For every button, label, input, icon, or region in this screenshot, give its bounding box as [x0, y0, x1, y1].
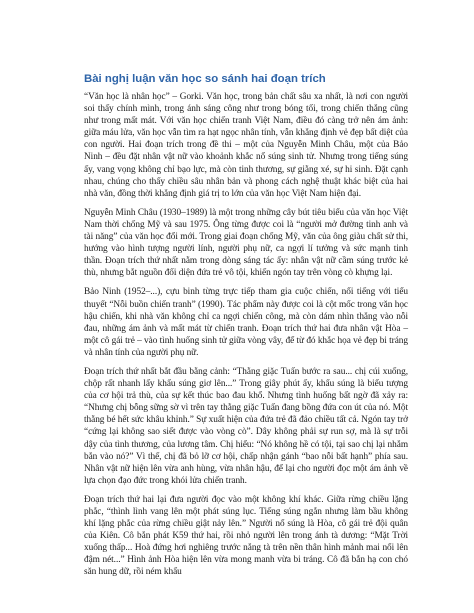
paragraph-intro: “Văn học là nhân học” – Gorki. Văn học, trong bản chất sâu xa nhất, là nơi con người soi thấy chính mình, trong ánh sáng công như trong bóng tối, trong chiến thắng cũng như trong mất mát. Với văn học chiến tranh Việt Nam, điều đó càng trở nên ám ảnh: giữa máu lửa, văn học vẫn tìm ra hạt ngọc nhân tính, vẫn khẳng định vẻ đẹp bất diệt của con người. Hai đoạn trích trong đề thi – một của Nguyễn Minh Châu, một của Bảo Ninh – đều đặt nhân vật nữ vào khoảnh khắc nổ súng sinh tử. Nhưng trong tiếng súng ấy, vang vọng không chỉ bạo lực, mà còn tinh thương, sự giằng xé, sự hi sinh. Đặt cạnh nhau, chúng cho thấy chiều sâu nhân bản và phong cách nghệ thuật khác biệt của hai nhà văn, đồng thời khẳng định giá trị to lớn của văn học Việt Nam hiện đại. [84, 92, 408, 199]
document-title: Bài nghị luận văn học so sánh hai đoạn trích [84, 73, 326, 85]
paragraph-nguyen-minh-chau: Nguyễn Minh Châu (1930–1989) là một trong những cây bút tiêu biểu của văn học Việt Nam thời chống Mỹ và sau 1975. Ông từng được coi là “người mở đường tinh anh và tài năng” của văn học đổi mới. Trong giai đoạn chống Mỹ, văn của ông giàu chất sử thi, hướng vào hình tượng người lính, người phụ nữ, ca ngợi lí tưởng và sức mạnh tinh thần. Đoạn trích thứ nhất nằm trong dòng sáng tác ấy: nhân vật nữ cầm súng trước kẻ thù, nhưng bắt nguồn đối diện đứa trẻ vô tội, khiến ngón tay trên vòng cò khựng lại. [84, 207, 408, 279]
paragraph-excerpt-one: Đoạn trích thứ nhất bắt đầu bằng cảnh: “Thằng giặc Tuấn bước ra sau... chị cúi xuống, chộp rất nhanh lấy khẩu súng giơ lên...” Trong giây phút ấy, khẩu súng là biểu tượng của cơ hội trả thù, của sự kết thúc bao đau khổ. Nhưng tình huống bất ngờ đã xảy ra: “Nhưng chị bỗng sững sờ vì trên tay thằng giặc Tuấn đang bồng đứa con út của nó. Một thằng bé hết sức khâu khỉnh.” Sự xuất hiện của đứa trẻ đã đảo chiều tất cả. Ngón tay trở “cứng lại không sao siết được vào vòng cò”. Dây không phải sự run sợ, mà là sự trỗi dậy của tình thương, của lương tâm. Chị hiểu: “Nó không hề có tội, tại sao chị lại nhắm bắn vào nó?” Vì thế, chị đã bỏ lỡ cơ hội, chấp nhận gánh “bao nỗi bất hạnh” phía sau. Nhân vật nữ hiện lên vừa anh hùng, vừa nhân hậu, để lại cho người đọc một ám ảnh về lựa chọn đạo đức trong khói lửa chiến tranh. [84, 366, 408, 486]
paragraph-bao-ninh: Bảo Ninh (1952–...), cựu binh từng trực tiếp tham gia cuộc chiến, nổi tiếng với tiểu thuyết “Nỗi buồn chiến tranh” (1990). Tác phẩm này được coi là cột mốc trong văn học hậu chiến, khi nhà văn không chỉ ca ngợi chiến công, mà còn dám nhìn thẳng vào nỗi đau, những ám ảnh và mất mát từ chiến tranh. Đoạn trích thứ hai đưa nhân vật Hòa – một cô gái trẻ – vào tình huống sinh tử giữa vòng vây, để từ đó khắc họa vẻ đẹp bi tráng và nhân tính của người phụ nữ. [84, 287, 408, 358]
paragraph-excerpt-two: Đoạn trích thứ hai lại đưa người đọc vào một không khí khác. Giữa rừng chiều lặng phắc, “thình lình vang lên một phát súng lục. Tiếng súng ngắn nhưng làm bầu không khí lặng phắc của rừng chiều giật nảy lên.” Người nổ súng là Hòa, cô gái trẻ đội quân của Kiên. Cô bắn phát K59 thứ hai, rồi nhỏ người lên trong ánh tà dương: “Mặt Trời xuống thấp... Hoà đứng hơi nghiêng trước nắng tà trên nền thân hình mảnh mai nổi lên đậm nét...” Hình ảnh Hòa hiện lên vừa mong manh vừa bi tráng. Cô đã bắn hạ con chó săn hung dữ, rồi ném khẩu [84, 494, 408, 578]
